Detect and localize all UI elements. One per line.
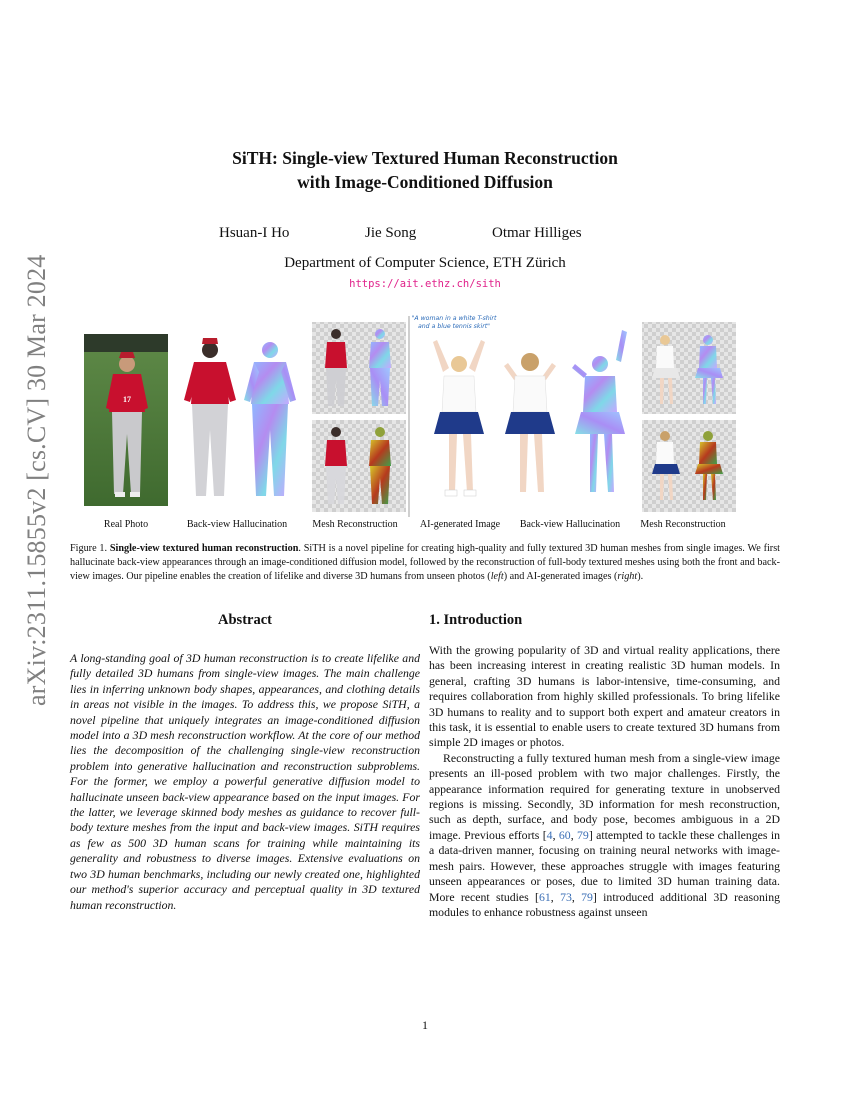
mesh-recon-real-grid — [312, 322, 406, 512]
intro-p2-part-c: ] introduced additional 3D reasoning modules to enhance robustness against unseen — [429, 889, 780, 919]
figure-caption — [70, 542, 780, 584]
author-list — [0, 225, 850, 245]
label-back-view-1: Back-view Hallucination — [186, 519, 288, 530]
citation-link[interactable]: 73 — [560, 889, 572, 904]
mesh-normal-ai — [572, 330, 627, 492]
project-url-link[interactable]: https://ait.ethz.ch/sith — [349, 278, 501, 290]
affiliation: Department of Computer Science, ETH Zürich — [284, 255, 566, 271]
author-3: Otmar Hilliges — [492, 225, 582, 241]
citation-sep: , — [552, 827, 559, 842]
mesh-recon-ai-grid — [642, 322, 736, 512]
author-2: Jie Song — [365, 225, 417, 241]
caption-text-3: ). — [637, 571, 644, 582]
citation-sep: , — [571, 889, 582, 904]
figure-labels — [0, 519, 850, 533]
citation-link[interactable]: 79 — [577, 827, 589, 842]
ai-generated-panel — [433, 340, 485, 496]
paper-title — [0, 146, 850, 194]
label-back-view-2: Back-view Hallucination — [519, 519, 621, 530]
title-line-2: with Image-Conditioned Diffusion — [297, 172, 553, 192]
title-line-1: SiTH: Single-view Textured Human Reconstruction — [232, 148, 618, 168]
citation-sep: , — [570, 827, 578, 842]
citation-link[interactable]: 61 — [539, 889, 551, 904]
back-view-ai — [504, 353, 556, 492]
citation-link[interactable]: 60 — [558, 827, 571, 842]
caption-left: left — [490, 571, 504, 582]
teaser-figure — [80, 312, 740, 537]
label-mesh-recon-2: Mesh Reconstruction — [640, 519, 726, 530]
intro-paragraph-1: With the growing popularity of 3D and virtual reality applications, there has been increasing interest in creating realistic 3D human models. In general, crafting 3D humans is labor-intensive, time-consuming, and requires collaboration from highly skilled professionals. To bring lifelike 3D humans to reality and to support both expert and amateur creators in this task, it is essential to enable users to create textured 3D humans from simple 2D images or photos. — [429, 643, 780, 750]
right-column — [429, 612, 780, 920]
back-view-real — [184, 338, 236, 496]
caption-right: right — [617, 571, 638, 582]
caption-text-1: . SiTH is a novel pipeline for creating high-quality and fully textured 3D human meshes from single images. We first hallucinate back-view appearances through an image-conditioned diffusion model, followed by the reconstruction of full-body textured meshes using both the front and back-view images. Our pipeline enables the creation of lifelike and diverse 3D humans from unseen photos ( — [70, 543, 780, 582]
left-column — [70, 612, 420, 913]
citation-link[interactable]: 4 — [546, 827, 553, 842]
caption-title: Single-view textured human reconstruction — [109, 543, 299, 554]
prompt-line-1: "A woman in a white T-shirt — [411, 315, 497, 322]
abstract-heading: Abstract — [218, 612, 272, 628]
caption-text-2: ) and AI-generated images ( — [503, 571, 618, 582]
label-mesh-recon-1: Mesh Reconstruction — [312, 519, 398, 530]
citation-sep: , — [550, 889, 561, 904]
jersey-number: 17 — [123, 395, 131, 404]
prompt-line-2: and a blue tennis skirt" — [417, 323, 491, 330]
real-photo-panel — [84, 334, 168, 506]
arxiv-stamp: arXiv:2311.15855v2 [cs.CV] 30 Mar 2024 — [22, 254, 51, 706]
intro-paragraph-2 — [429, 751, 780, 920]
label-ai-generated: AI-generated Image — [419, 519, 501, 530]
intro-p2-part-a: Reconstructing a fully textured human mesh from a single-view image presents an ill-posed problem with two major challenges. Firstly, the appearance information required for generating texture in unobserved regions is missing. Secondly, 3D information for mesh reconstruction, such as depth, surface, and body pose, becomes ambiguous in a 2D image. Previous efforts [ — [429, 750, 780, 842]
citation-link[interactable]: 79 — [581, 889, 593, 904]
caption-label: Figure 1. — [70, 543, 108, 554]
intro-heading: 1. Introduction — [429, 612, 523, 628]
abstract-text: A long-standing goal of 3D human reconstruction is to create lifelike and fully detailed 3D humans from single-view images. The main challenge lies in inferring unknown body shapes, appearances, and clothing details in areas not visible in the images. To address this, we propose SiTH, a novel pipeline that uniquely integrates an image-conditioned diffusion model into a 3D mesh reconstruction workflow. At the core of our method lies the decomposition of the challenging single-view reconstruction problem into generative hallucination and reconstruction subproblems. For the former, we employ a powerful generative diffusion model to hallucinate unseen back-view appearance based on the input images. For the latter, we leverage skinned body meshes as guidance to recover full-body texture meshes from the input and back-view images. SiTH requires as few as 500 3D human scans for training while maintaining its generality and robustness to diverse images. Extensive evaluations on two 3D human benchmarks, including our newly created one, highlighted our method's superior accuracy and perceptual quality in 3D textured human reconstruction. — [70, 651, 420, 912]
author-1: Hsuan-I Ho — [219, 225, 290, 241]
label-real-photo: Real Photo — [103, 519, 149, 530]
mesh-normal-real — [244, 342, 296, 496]
intro-p2-part-b: ] attempted to tackle these challenges in a data-driven manner, focusing on training neural networks with image-mesh pairs. However, these approaches struggle with images featuring unseen appearances or poses, due to limited 3D human training data. More recent studies [ — [429, 827, 781, 904]
page-number: 1 — [422, 1018, 428, 1032]
